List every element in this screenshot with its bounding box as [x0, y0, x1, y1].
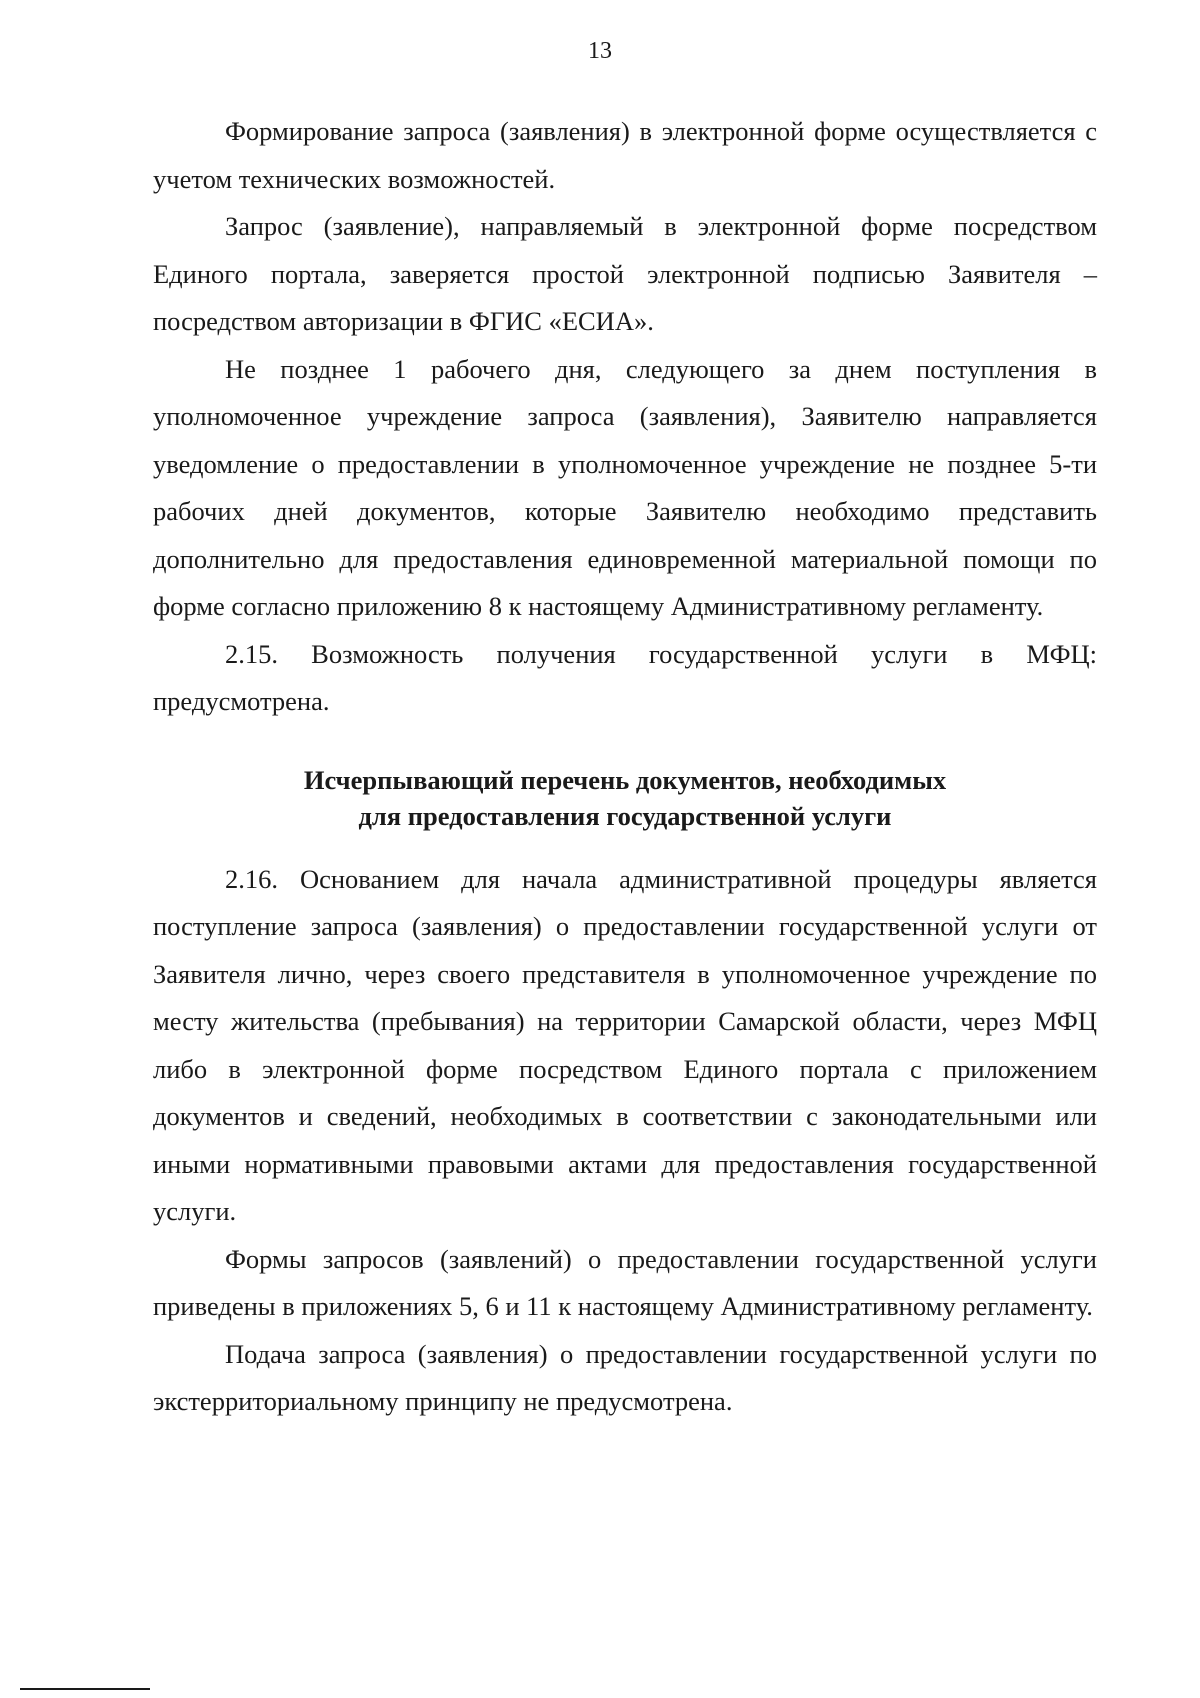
footnote-divider [20, 1688, 150, 1690]
section-heading [153, 762, 1097, 834]
paragraph-extraterritorial: Подача запроса (заявления) о предоставлении государственной услуги по экстерриториальному принципу не предусмотрена. [153, 1338, 1097, 1416]
page-number: 13 [588, 38, 612, 64]
paragraph-2-16: 2.16. Основанием для начала административной процедуры является поступление запроса (заявления) о предоставлении государственной услуги от Заявителя лично, через своего представителя в уполномоченное учреждение по месту жительства (пребывания) на территории Самарской области, через МФЦ либо в электронной форме посредством Единого портала с приложением документов и сведений, необходимых в соответствии с законодательными или иными нормативными правовыми актами для предоставления государственной услуги. [153, 863, 1097, 1226]
paragraph-notification: Не позднее 1 рабочего дня, следующего за днем поступления в уполномоченное учреждение запроса (заявления), Заявителю направляется уведомление о предоставлении в уполномоченное учреждение не позднее 5-ти рабочих дней документов, которые Заявителю необходимо представить дополнительно для предоставления единовременной материальной помощи по форме согласно приложению 8 к настоящему Административному регламенту. [153, 353, 1097, 621]
section-heading-line-1: Исчерпывающий перечень документов, необходимых [303, 764, 947, 795]
paragraph-2-15: 2.15. Возможность получения государственной услуги в МФЦ: предусмотрена. [153, 638, 1097, 716]
paragraph-electronic-form: Формирование запроса (заявления) в электронной форме осуществляется с учетом технических возможностей. [153, 116, 1097, 194]
section-heading-line-2: для предоставления государственной услуги [358, 800, 892, 831]
paragraph-forms: Формы запросов (заявлений) о предоставлении государственной услуги приведены в приложениях 5, 6 и 11 к настоящему Административному регламенту. [153, 1243, 1097, 1321]
paragraph-signature: Запрос (заявление), направляемый в электронной форме посредством Единого портала, заверяется простой электронной подписью Заявителя – посредством авторизации в ФГИС «ЕСИА». [153, 211, 1097, 336]
document-body [153, 108, 1097, 1426]
